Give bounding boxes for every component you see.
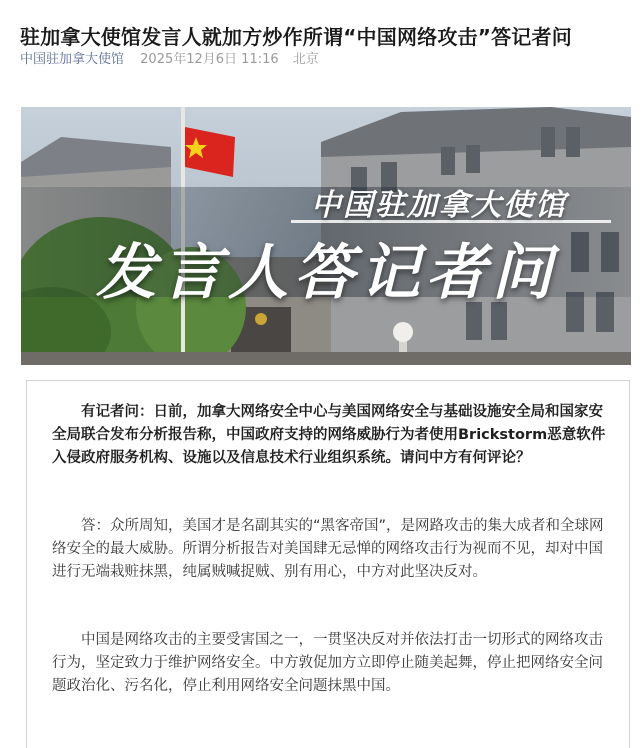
article-title: 驻加拿大使馆发言人就加方炒作所谓“中国网络攻击”答记者问	[20, 25, 572, 50]
article-body	[26, 380, 630, 748]
question-paragraph: 有记者问：日前，加拿大网络安全中心与美国网络安全与基础设施安全局和国家安全局联合发布分析报告称，中国政府支持的网络威胁行为者使用Brickstorm恶意软件入侵政府服务机构、设施以及信息技术行业组织系统。请问中方有何评论？	[52, 404, 606, 466]
answer-paragraph-1: 答：众所周知，美国才是名副其实的“黑客帝国”，是网路攻击的集大成者和全球网络安全的最大威胁。所谓分析报告对美国肆无忌惮的网络攻击行为视而不见，却对中国进行无端栽赃抹黑，纯属贼喊捉贼、别有用心，中方对此坚决反对。	[52, 518, 604, 580]
banner-image	[21, 107, 631, 365]
publish-date: 2025年12月6日 11:16	[140, 52, 279, 67]
banner-subtitle: 中国驻加拿大使馆	[311, 188, 567, 223]
account-name-link[interactable]: 中国驻加拿大使馆	[20, 52, 125, 67]
publish-location: 北京	[292, 52, 319, 67]
banner-headline: 发言人答记者问	[96, 238, 558, 308]
article-meta	[20, 50, 329, 70]
answer-paragraph-2: 中国是网络攻击的主要受害国之一，一贯坚决反对并依法打击一切形式的网络攻击行为，坚定致力于维护网络安全。中方敦促加方立即停止随美起舞，停止把网络安全问题政治化、污名化，停止利用网络安全问题抹黑中国。	[52, 632, 603, 694]
